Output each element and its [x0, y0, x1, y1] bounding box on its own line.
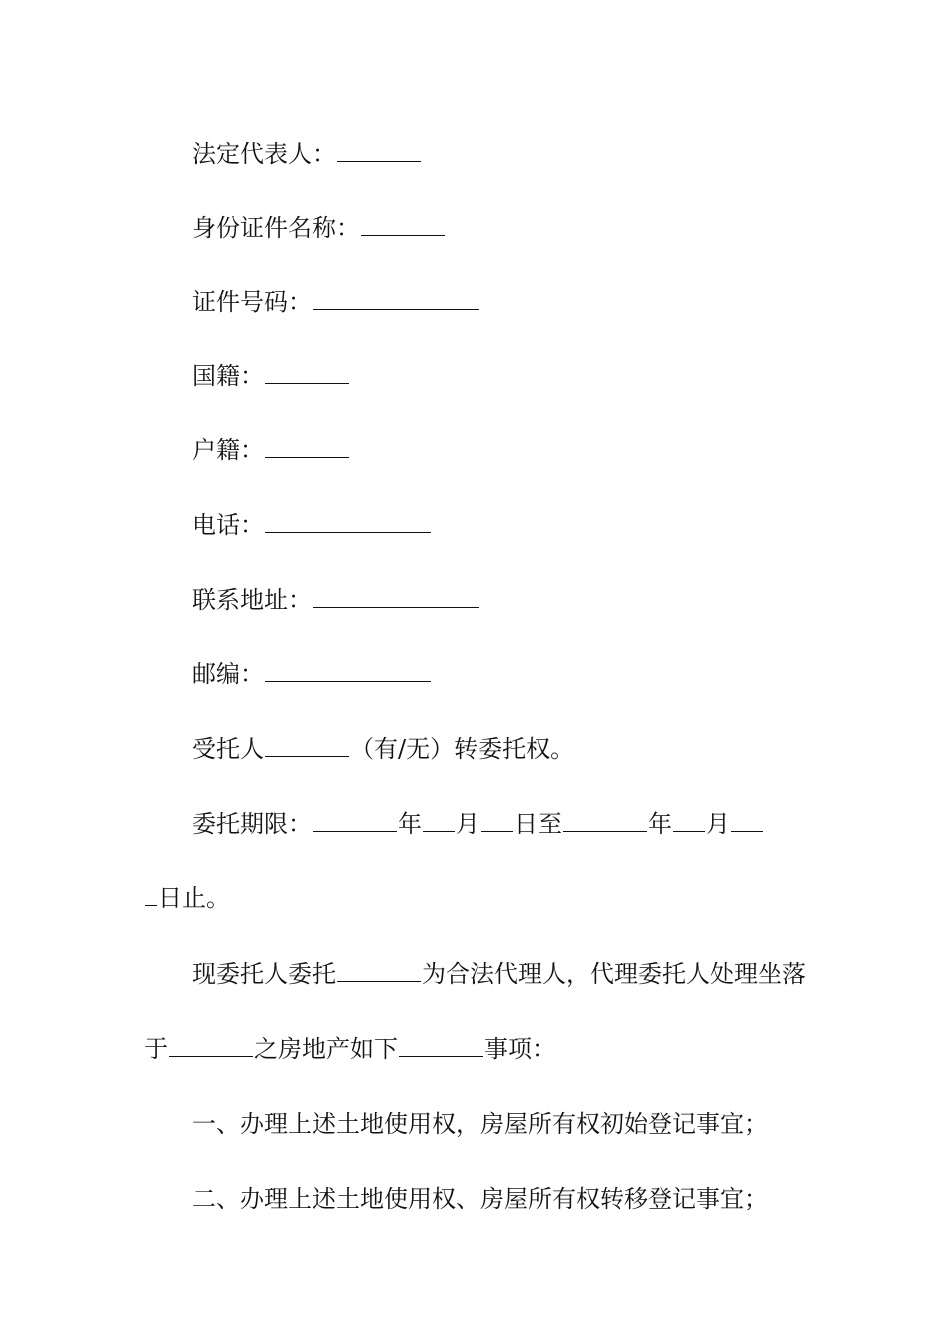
sub-delegation-line: [192, 729, 872, 769]
term-end-text: 日止。: [158, 884, 230, 912]
id-document-name-line: [192, 208, 872, 248]
phone-label: 电话：: [192, 511, 264, 539]
sub-delegation-text-1: 受托人: [192, 735, 264, 763]
term-month-1: 月: [456, 810, 480, 838]
contact-address-line: [192, 580, 872, 620]
item-one: 一、办理上述土地使用权，房屋所有权初始登记事宜；: [192, 1110, 768, 1138]
household-registration-blank[interactable]: [265, 431, 349, 458]
phone-blank[interactable]: [265, 506, 431, 533]
term-start-day-blank[interactable]: [481, 805, 513, 832]
term-day-to: 日至: [514, 810, 562, 838]
property-location-blank[interactable]: [169, 1030, 253, 1057]
legal-representative-label: 法定代表人：: [192, 140, 336, 168]
term-label: 委托期限：: [192, 810, 312, 838]
postcode-line: [192, 654, 872, 694]
legal-representative-blank[interactable]: [337, 135, 421, 162]
appointment-text-2: 为合法代理人，代理委托人处理坐落: [422, 960, 806, 988]
matters-blank[interactable]: [399, 1030, 483, 1057]
term-line: [192, 804, 872, 844]
id-document-name-label: 身份证件名称：: [192, 214, 360, 242]
nationality-line: [192, 356, 872, 396]
id-number-label: 证件号码：: [192, 288, 312, 316]
property-line: [144, 1029, 824, 1069]
agent-name-blank[interactable]: [337, 955, 421, 982]
term-year-2: 年: [648, 810, 672, 838]
contact-address-label: 联系地址：: [192, 586, 312, 614]
item-two: 二、办理上述土地使用权、房屋所有权转移登记事宜；: [192, 1185, 768, 1213]
property-text-2: 之房地产如下: [254, 1035, 398, 1063]
sub-delegation-text-2: （有/无）转委托权。: [350, 735, 575, 763]
term-end-day-blank-part2[interactable]: [145, 879, 157, 906]
household-registration-line: [192, 430, 872, 470]
nationality-blank[interactable]: [265, 357, 349, 384]
appointment-text-1: 现委托人委托: [192, 960, 336, 988]
term-year-1: 年: [398, 810, 422, 838]
term-start-year-blank[interactable]: [313, 805, 397, 832]
id-document-name-blank[interactable]: [361, 209, 445, 236]
appointment-line: [192, 954, 872, 994]
nationality-label: 国籍：: [192, 362, 264, 390]
property-text-1: 于: [144, 1035, 168, 1063]
term-end-day-blank-part1[interactable]: [731, 805, 763, 832]
id-number-line: [192, 282, 872, 322]
term-end-year-blank[interactable]: [563, 805, 647, 832]
term-end-month-blank[interactable]: [673, 805, 705, 832]
household-registration-label: 户籍：: [192, 436, 264, 464]
legal-representative-line: [192, 134, 872, 174]
phone-line: [192, 505, 872, 545]
property-text-3: 事项：: [484, 1035, 556, 1063]
term-end-line: [144, 878, 824, 918]
contact-address-blank[interactable]: [313, 581, 479, 608]
postcode-label: 邮编：: [192, 660, 264, 688]
term-month-2: 月: [706, 810, 730, 838]
postcode-blank[interactable]: [265, 655, 431, 682]
sub-delegation-blank[interactable]: [265, 730, 349, 757]
term-start-month-blank[interactable]: [423, 805, 455, 832]
id-number-blank[interactable]: [313, 283, 479, 310]
